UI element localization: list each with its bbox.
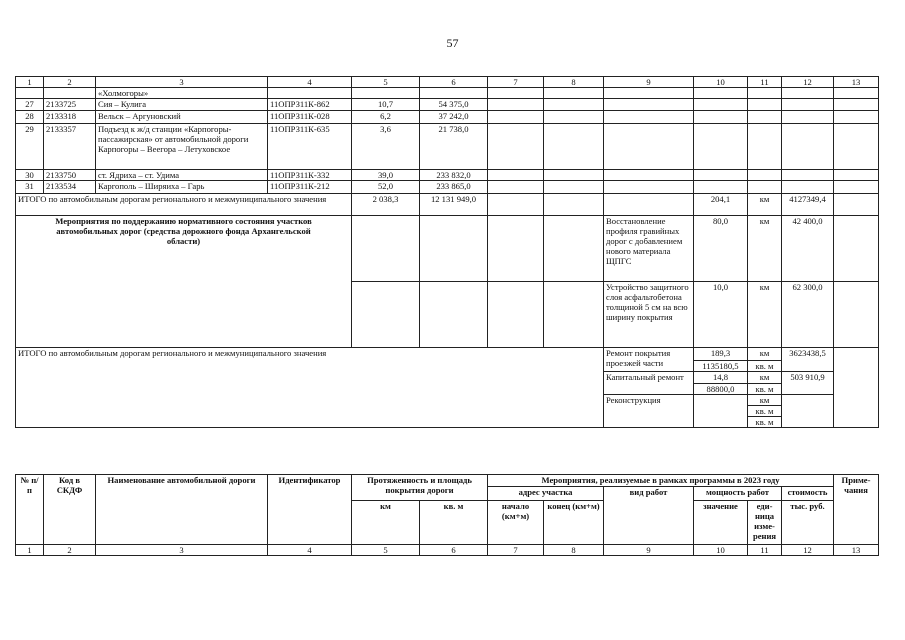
work-value: 10,0 — [694, 282, 748, 348]
col-num: 4 — [268, 545, 352, 556]
capital-sqm: 88800,0 — [694, 384, 748, 395]
skdf-code: 2133357 — [44, 124, 96, 170]
repair-km: 189,3 — [694, 348, 748, 361]
road-name: Сия – Кулига — [96, 99, 268, 111]
road-identifier: 11ОПРЗ11К-028 — [268, 111, 352, 124]
col-num: 9 — [604, 545, 694, 556]
skdf-code: 2133534 — [44, 181, 96, 194]
road-identifier: 11ОПРЗ11К-332 — [268, 170, 352, 181]
col-num: 13 — [834, 77, 879, 88]
col-num: 4 — [268, 77, 352, 88]
col-num: 12 — [782, 545, 834, 556]
header-address: адрес участка — [488, 487, 604, 501]
col-num: 8 — [544, 545, 604, 556]
total-sqm: 12 131 949,0 — [420, 194, 488, 216]
header-work-type: вид работ — [604, 487, 694, 545]
col-num: 1 — [16, 545, 44, 556]
work-value: 80,0 — [694, 216, 748, 282]
capital-km-unit: км — [748, 372, 782, 384]
length-km: 39,0 — [352, 170, 420, 181]
header-road-name: Наименование автомобильной дороги — [96, 475, 268, 545]
col-num: 5 — [352, 545, 420, 556]
header-num: № п/п — [16, 475, 44, 545]
capital-sqm-unit: кв. м — [748, 384, 782, 395]
col-num: 13 — [834, 545, 879, 556]
col-num: 3 — [96, 545, 268, 556]
col-num: 5 — [352, 77, 420, 88]
repair-sqm-unit: кв. м — [748, 361, 782, 372]
column-number-row — [16, 77, 879, 88]
road-identifier: 11ОПРЗ11К-212 — [268, 181, 352, 194]
total2-label: ИТОГО по автомобильным дорогам регионального и межмуниципального значения — [16, 348, 604, 428]
work-cost: 42 400,0 — [782, 216, 834, 282]
total-unit: км — [748, 194, 782, 216]
skdf-code: 2133318 — [44, 111, 96, 124]
row-number: 30 — [16, 170, 44, 181]
road-name: ст. Ядриха – ст. Удима — [96, 170, 268, 181]
recon-km-unit: км — [748, 395, 782, 406]
col-num: 11 — [748, 545, 782, 556]
area-sqm: 233 865,0 — [420, 181, 488, 194]
col-num: 6 — [420, 545, 488, 556]
col-num: 2 — [44, 77, 96, 88]
header-cost: стоимость — [782, 487, 834, 501]
recon-sqm-unit-2: кв. м — [748, 417, 782, 428]
table-row — [16, 124, 879, 170]
total-label: ИТОГО по автомобильным дорогам регионального и межмуниципального значения — [16, 194, 352, 216]
repair-label: Ремонт покрытия проезжей части — [604, 348, 694, 372]
length-km: 3,6 — [352, 124, 420, 170]
header-unit: еди-ница изме-рения — [748, 501, 782, 545]
table-row — [16, 170, 879, 181]
skdf-code: 2133750 — [44, 170, 96, 181]
col-num: 1 — [16, 77, 44, 88]
table-row — [16, 88, 879, 99]
header-notes: Приме-чания — [834, 475, 879, 545]
total2-row — [16, 348, 879, 361]
header-sqm: кв. м — [420, 501, 488, 545]
program-title: Мероприятия по поддержанию нормативного состояния участков автомобильных дорог (средства дорожного фонда Архангельской области) — [16, 216, 352, 348]
work-unit: км — [748, 282, 782, 348]
capital-cost: 503 910,9 — [782, 372, 834, 395]
table-row — [16, 99, 879, 111]
table-row — [16, 111, 879, 124]
header-end: конец (км+м) — [544, 501, 604, 545]
length-km: 52,0 — [352, 181, 420, 194]
row-number: 27 — [16, 99, 44, 111]
header-start: начало (км+м) — [488, 501, 544, 545]
col-num: 8 — [544, 77, 604, 88]
road-name: Подъезд к ж/д станции «Карпогоры-пассажирская» от автомобильной дороги Карпогоры – Веегора – Летуховское — [96, 124, 268, 170]
row-number: 31 — [16, 181, 44, 194]
col-num: 10 — [694, 77, 748, 88]
reconstruction-label: Реконструкция — [604, 395, 694, 428]
roads-table-header — [15, 474, 879, 556]
row-number: 29 — [16, 124, 44, 170]
row-number: 28 — [16, 111, 44, 124]
capital-label: Капитальный ремонт — [604, 372, 694, 395]
area-sqm: 54 375,0 — [420, 99, 488, 111]
road-identifier: 11ОПРЗ11К-635 — [268, 124, 352, 170]
road-name: Каргополь – Ширяиха – Гарь — [96, 181, 268, 194]
length-km: 6,2 — [352, 111, 420, 124]
header-km: км — [352, 501, 420, 545]
road-identifier: 11ОПРЗ11К-862 — [268, 99, 352, 111]
program-row — [16, 216, 879, 282]
col-num: 9 — [604, 77, 694, 88]
total-power: 204,1 — [694, 194, 748, 216]
length-km: 10,7 — [352, 99, 420, 111]
page-number: 57 — [446, 36, 459, 50]
area-sqm: 233 832,0 — [420, 170, 488, 181]
recon-sqm-unit: кв. м — [748, 406, 782, 417]
skdf-code: 2133725 — [44, 99, 96, 111]
header-identifier: Идентификатор — [268, 475, 352, 545]
capital-km: 14,8 — [694, 372, 748, 384]
work-type: Устройство защитного слоя асфальтобетона толщиной 5 см на всю ширину покрытия — [604, 282, 694, 348]
work-type: Восстановление профиля гравийных дорог с добавлением нового материала ЩПГС — [604, 216, 694, 282]
work-unit: км — [748, 216, 782, 282]
col-num: 3 — [96, 77, 268, 88]
table-row — [16, 181, 879, 194]
roads-table-continued — [15, 76, 879, 428]
col-num: 12 — [782, 77, 834, 88]
header-events: Мероприятия, реализуемые в рамках программы в 2023 году — [488, 475, 834, 487]
header-code: Код в СКДФ — [44, 475, 96, 545]
road-name: «Холмогоры» — [96, 88, 268, 99]
header-length: Протяженность и площадь покрытия дороги — [352, 475, 488, 501]
total-row — [16, 194, 879, 216]
col-num: 11 — [748, 77, 782, 88]
column-number-row — [16, 545, 879, 556]
header-cost-unit: тыс. руб. — [782, 501, 834, 545]
col-num: 7 — [488, 77, 544, 88]
repair-sqm: 1135180,5 — [694, 361, 748, 372]
area-sqm: 21 738,0 — [420, 124, 488, 170]
col-num: 7 — [488, 545, 544, 556]
col-num: 6 — [420, 77, 488, 88]
total-cost: 4127349,4 — [782, 194, 834, 216]
road-name: Вельск – Аргуновский — [96, 111, 268, 124]
header-power: мощность работ — [694, 487, 782, 501]
repair-cost: 3623438,5 — [782, 348, 834, 372]
col-num: 10 — [694, 545, 748, 556]
header-value: значение — [694, 501, 748, 545]
col-num: 2 — [44, 545, 96, 556]
total-km: 2 038,3 — [352, 194, 420, 216]
area-sqm: 37 242,0 — [420, 111, 488, 124]
work-cost: 62 300,0 — [782, 282, 834, 348]
repair-km-unit: км — [748, 348, 782, 361]
